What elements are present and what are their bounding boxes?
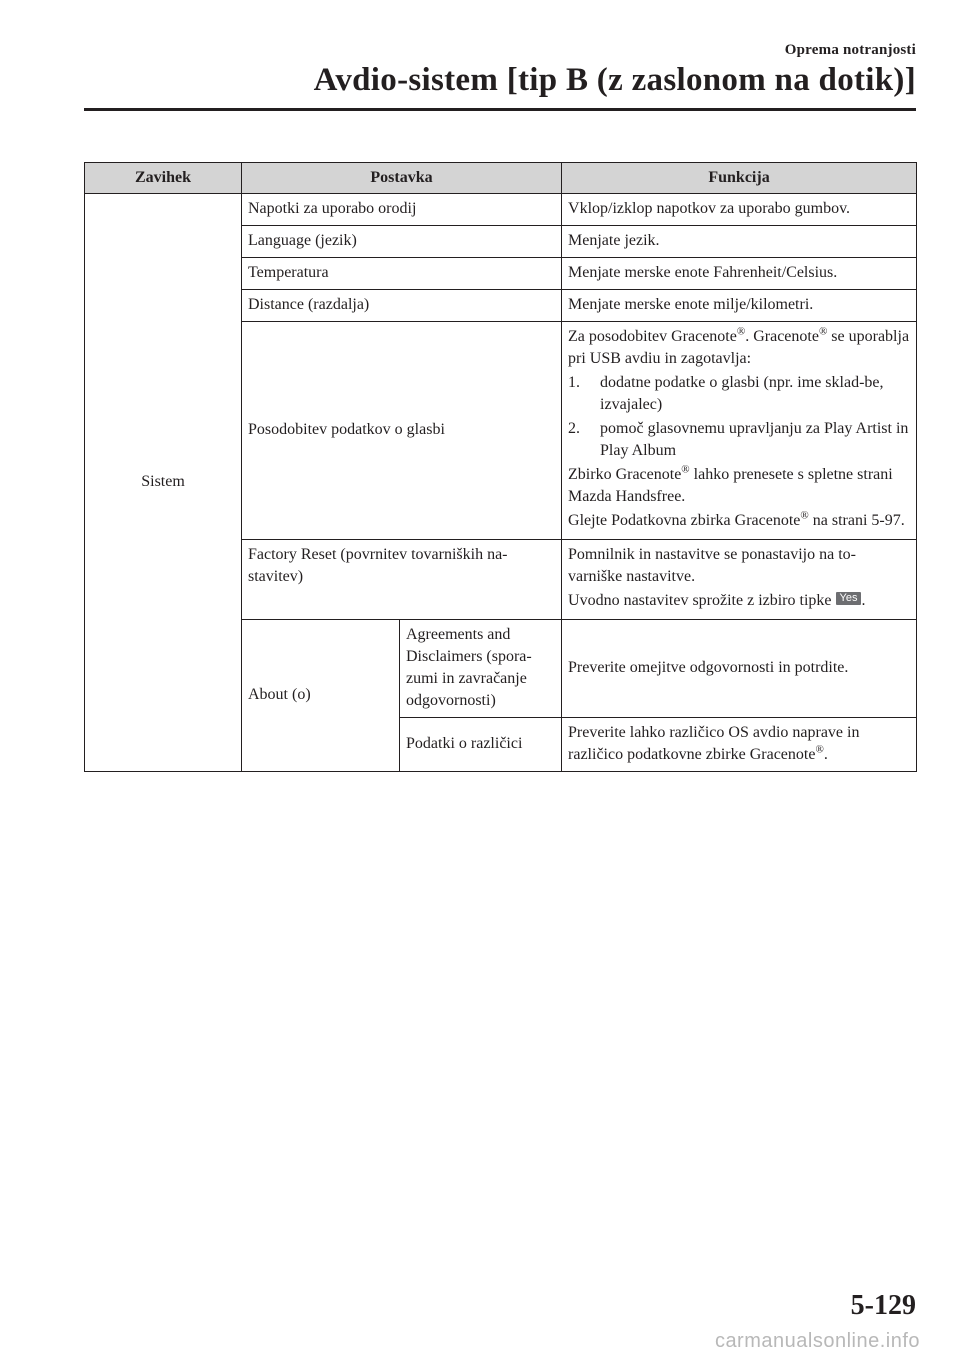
item-cell: Posodobitev podatkov o glasbi xyxy=(242,322,562,540)
music-update-intro: Za posodobitev Gracenote®. Gracenote® se uporablja pri USB avdiu in zagotavlja: xyxy=(568,325,910,367)
column-header-tab: Zavihek xyxy=(85,163,242,194)
section-label: Oprema notranjosti xyxy=(784,42,916,58)
item-cell: Factory Reset (povrnitev tovarniških na-stavitev) xyxy=(242,540,562,620)
settings-table xyxy=(84,162,917,772)
page-number: 5-129 xyxy=(850,1290,916,1321)
item-cell: About (o) xyxy=(242,620,400,772)
music-update-reference: Glejte Podatkovna zbirka Gracenote® na strani 5-97. xyxy=(568,509,905,529)
function-cell: Menjate jezik. xyxy=(562,226,917,258)
list-item: 1. dodatne podatke o glasbi (npr. ime sklad-be, izvajalec) xyxy=(568,374,884,413)
function-cell: Preverite lahko različico OS avdio naprave in različico podatkovne zbirke Gracenote®. xyxy=(562,718,917,772)
yes-button-icon: Yes xyxy=(836,592,862,605)
function-cell: Pomnilnik in nastavitve se ponastavijo na to-varniške nastavitve. Uvodno nastavitev sprožite z izbiro tipke Yes . xyxy=(562,540,917,620)
function-cell: Vklop/izklop napotkov za uporabo gumbov. xyxy=(562,194,917,226)
function-cell: Preverite omejitve odgovornosti in potrdite. xyxy=(562,620,917,718)
item-cell: Temperatura xyxy=(242,258,562,290)
list-item: 2. pomoč glasovnemu upravljanju za Play Artist in Play Album xyxy=(568,420,909,459)
music-update-download: Zbirko Gracenote® lahko prenesete s spletne strani Mazda Handsfree. xyxy=(568,463,893,505)
column-header-function: Funkcija xyxy=(562,163,917,194)
function-cell: Menjate merske enote Fahrenheit/Celsius. xyxy=(562,258,917,290)
item-cell: Distance (razdalja) xyxy=(242,290,562,322)
column-header-item: Postavka xyxy=(242,163,562,194)
table-row xyxy=(85,194,917,226)
subitem-cell: Agreements and Disclaimers (spora-zumi in zavračanje odgovornosti) xyxy=(400,620,562,718)
item-cell: Napotki za uporabo orodij xyxy=(242,194,562,226)
table-header-row xyxy=(85,163,917,194)
function-cell xyxy=(562,322,917,540)
title-rule xyxy=(84,108,916,111)
page-title: Avdio-sistem [tip B (z zaslonom na dotik)] xyxy=(313,62,916,98)
watermark: carmanualsonline.info xyxy=(714,1330,920,1352)
tab-cell-system: Sistem xyxy=(85,194,242,772)
item-cell: Language (jezik) xyxy=(242,226,562,258)
function-cell: Menjate merske enote milje/kilometri. xyxy=(562,290,917,322)
subitem-cell: Podatki o različici xyxy=(400,718,562,772)
